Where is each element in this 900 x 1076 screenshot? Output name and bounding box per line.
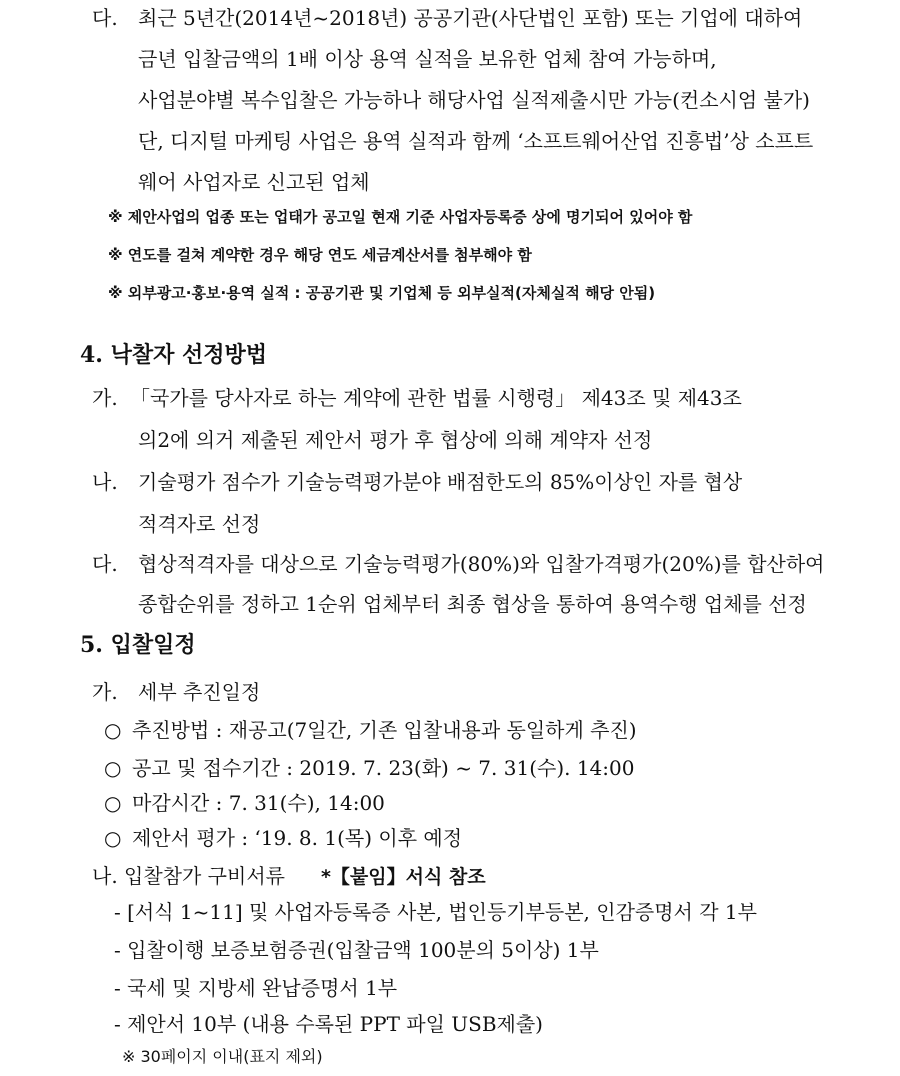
- s4-da-marker: 다.: [92, 552, 118, 576]
- s5-ga-item-4: ○ 제안서 평가 : ‘19. 8. 1(목) 이후 예정: [104, 826, 463, 850]
- bullet-circle-icon: ○: [104, 718, 122, 742]
- qualification-line-4: 단, 디지털 마케팅 사업은 용역 실적과 함께 ‘소프트웨어산업 진흥법’상 소프트: [138, 129, 814, 153]
- s4-na-marker: 나.: [92, 470, 118, 494]
- section-5-title: 5. 입찰일정: [80, 632, 196, 658]
- s5-na-ref: *【붙임】서식 참조: [320, 866, 486, 888]
- s5-na-item-1: - [서식 1~11] 및 사업자등록증 사본, 법인등기부등본, 인감증명서 각 1부: [114, 900, 757, 924]
- s4-na-line-1: 기술평가 점수가 기술능력평가분야 배점한도의 85%이상인 자를 협상: [138, 470, 743, 494]
- s4-da-line-1: 협상적격자를 대상으로 기술능력평가(80%)와 입찰가격평가(20%)를 합산하여: [138, 552, 825, 576]
- s4-ga-line-2: 의2에 의거 제출된 제안서 평가 후 협상에 의해 계약자 선정: [138, 428, 653, 452]
- bullet-circle-icon: ○: [104, 791, 122, 815]
- s5-ga-marker: 가.: [92, 680, 118, 704]
- qualification-line-5: 웨어 사업자로 신고된 업체: [138, 170, 370, 194]
- s5-na-footnote: ※ 30페이지 이내(표지 제외): [122, 1047, 323, 1066]
- bullet-circle-icon: ○: [104, 756, 122, 780]
- qualification-line-1: 최근 5년간(2014년~2018년) 공공기관(사단법인 포함) 또는 기업에 대하여: [138, 6, 803, 30]
- note-1: ※ 제안사업의 업종 또는 업태가 공고일 현재 기준 사업자등록증 상에 명기되어 있어야 함: [108, 208, 693, 226]
- note-3: ※ 외부광고·홍보·용역 실적 : 공공기관 및 기업체 등 외부실적(자체실적 해당 안됨): [108, 284, 656, 302]
- s4-ga-line-1: 「국가를 당사자로 하는 계약에 관한 법률 시행령」 제43조 및 제43조: [130, 386, 742, 410]
- section-4-title: 4. 낙찰자 선정방법: [80, 342, 268, 368]
- s5-ga-item-3: ○ 마감시간 : 7. 31(수), 14:00: [104, 791, 385, 815]
- qualification-line-2: 금년 입찰금액의 1배 이상 용역 실적을 보유한 업체 참여 가능하며,: [138, 47, 717, 71]
- s4-na-line-2: 적격자로 선정: [138, 512, 261, 536]
- bullet-circle-icon: ○: [104, 826, 122, 850]
- s4-ga-marker: 가.: [92, 386, 118, 410]
- qualification-line-3: 사업분야별 복수입찰은 가능하나 해당사업 실적제출시만 가능(컨소시엄 불가): [138, 88, 810, 112]
- note-2: ※ 연도를 걸쳐 계약한 경우 해당 연도 세금계산서를 첨부해야 함: [108, 246, 532, 264]
- s5-ga-item-1: ○ 추진방법 : 재공고(7일간, 기존 입찰내용과 동일하게 추진): [104, 718, 637, 742]
- s5-na-item-2: - 입찰이행 보증보험증권(입찰금액 100분의 5이상) 1부: [114, 938, 599, 962]
- s5-na-item-3: - 국세 및 지방세 완납증명서 1부: [114, 976, 398, 1000]
- s5-ga-label: 세부 추진일정: [138, 680, 261, 704]
- s4-da-line-2: 종합순위를 정하고 1순위 업체부터 최종 협상을 통하여 용역수행 업체를 선정: [138, 592, 807, 616]
- s5-ga-item-2: ○ 공고 및 접수기간 : 2019. 7. 23(화) ~ 7. 31(수). 14:00: [104, 756, 635, 780]
- s5-na-header: 나. 입찰참가 구비서류 *【붙임】서식 참조: [92, 864, 486, 888]
- s5-na-item-4: - 제안서 10부 (내용 수록된 PPT 파일 USB제출): [114, 1012, 543, 1036]
- qualification-marker: 다.: [92, 6, 118, 30]
